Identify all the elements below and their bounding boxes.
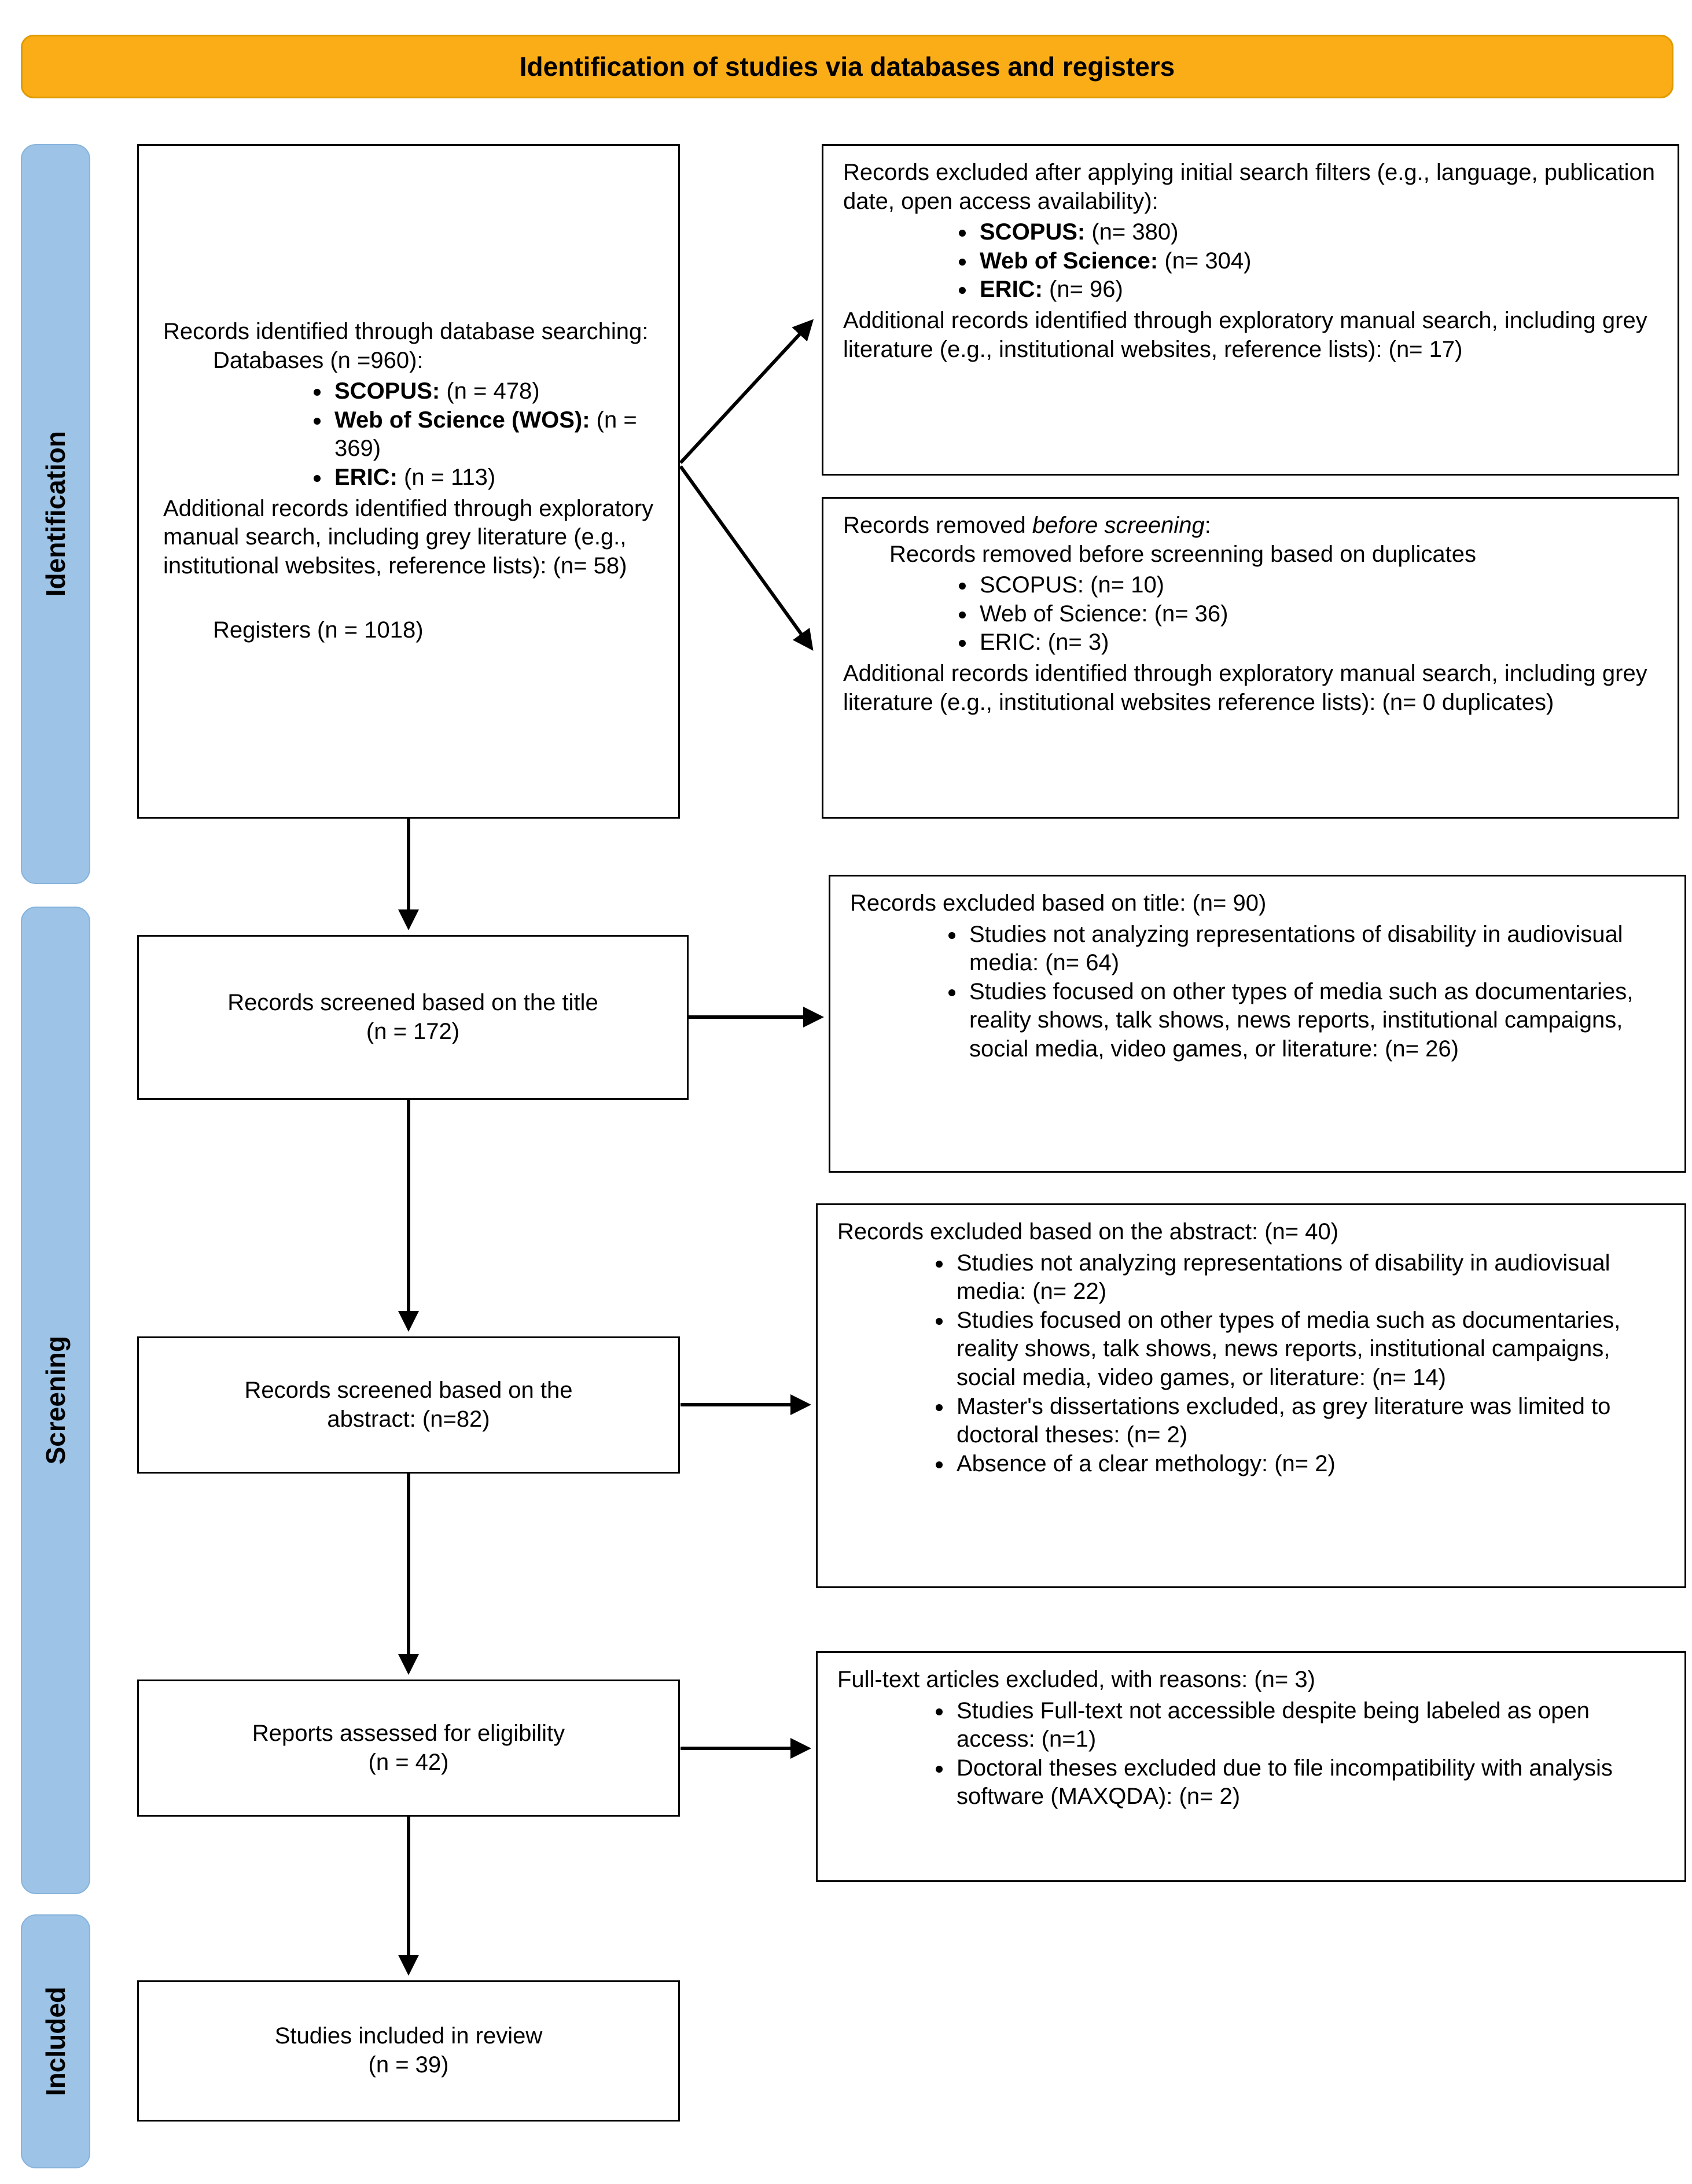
- removed-intro-suffix: :: [1204, 513, 1211, 538]
- db-name: ERIC:: [334, 465, 398, 490]
- removed-intro-italic: before screening: [1032, 513, 1205, 538]
- db-name: SCOPUS:: [334, 378, 440, 404]
- eligibility-line1: Reports assessed for eligibility: [252, 1720, 565, 1746]
- reports-assessed-box: [137, 1680, 680, 1817]
- screened-abstract-count: abstract: (n=82): [327, 1406, 490, 1432]
- screened-title-line1: Records screened based on the title: [227, 989, 598, 1015]
- stage-screening: [21, 907, 90, 1894]
- db-name: Web of Science:: [980, 248, 1158, 274]
- excluded-by-abstract-box: [816, 1203, 1686, 1588]
- list-item: [331, 377, 654, 406]
- excluded-filters-intro: Records excluded after applying initial search filters (e.g., language, publication date, open access availability):: [843, 160, 1656, 214]
- eligibility-count: (n = 42): [368, 1749, 449, 1775]
- db-name: Web of Science (WOS):: [334, 407, 590, 433]
- db-count: (n = 478): [440, 378, 540, 404]
- removed-additional: Additional records identified through exploratory manual search, including grey literature (e.g., institutional websites reference lists): (n= 0 duplicates): [843, 660, 1647, 715]
- studies-included-box: [137, 1980, 680, 2122]
- db-count: (n= 380): [1085, 219, 1179, 245]
- included-line1: Studies included in review: [274, 2023, 543, 2049]
- records-screened-title-box: [137, 935, 689, 1100]
- fulltext-excluded-box: [816, 1651, 1686, 1882]
- excluded-abstract-list: [895, 1249, 1665, 1479]
- stage-identification-label: Identification: [41, 431, 71, 597]
- db-count: (n = 369): [334, 407, 637, 462]
- additional-records-text: Additional records identified through exploratory manual search, including grey literature (e.g., institutional websites, reference lists): (n= 58): [163, 495, 654, 579]
- stage-included: [21, 1914, 90, 2168]
- list-item: • Absence of a clear methology: (n= 2): [953, 1450, 1665, 1479]
- excluded-filters-additional: Additional records identified through exploratory manual search, including grey literature (e.g., institutional websites, reference lists): (n= 17): [843, 307, 1647, 362]
- banner: [21, 35, 1673, 98]
- excluded-abstract-intro: Records excluded based on the abstract: (n= 40): [837, 1219, 1339, 1244]
- list-item: • Web of Science: (n= 36): [976, 600, 1658, 629]
- removed-intro: [843, 511, 1658, 540]
- list-item: • Studies Full-text not accessible despite being labeled as open access: (n=1): [953, 1697, 1665, 1754]
- records-identified-box: [137, 144, 680, 819]
- excluded-title-intro: Records excluded based on title: (n= 90): [850, 890, 1267, 916]
- list-item: [976, 247, 1658, 276]
- removed-intro-prefix: Records removed: [843, 513, 1032, 538]
- fulltext-excluded-list: [895, 1697, 1665, 1811]
- databases-count: Databases (n =960):: [213, 347, 424, 373]
- databases-list: [267, 377, 654, 492]
- list-item: • Studies focused on other types of media such as documentaries, reality shows, talk shows, news reports, institutional campaigns, social media, video games, or literature: (n= 26): [966, 978, 1665, 1064]
- db-name: ERIC:: [980, 277, 1043, 303]
- list-item: • Doctoral theses excluded due to file incompatibility with analysis software (MAXQDA): (n= 2): [953, 1754, 1665, 1811]
- banner-title: Identification of studies via databases and registers: [519, 51, 1175, 82]
- list-item: [331, 406, 654, 463]
- db-count: (n = 113): [397, 465, 496, 490]
- included-count: (n = 39): [368, 2052, 449, 2078]
- arrow-identified-to-filter-excluded: [681, 322, 811, 463]
- screened-title-count: (n = 172): [366, 1018, 460, 1044]
- stage-included-label: Included: [41, 1986, 71, 2097]
- list-item: • SCOPUS: (n= 10): [976, 571, 1658, 600]
- removed-duplicates-list: [918, 571, 1658, 657]
- screened-abstract-line1: Records screened based on the: [244, 1377, 573, 1403]
- list-item: • Studies not analyzing representations of disability in audiovisual media: (n= 64): [966, 920, 1665, 978]
- list-item: [331, 463, 654, 492]
- list-item: [976, 275, 1658, 304]
- list-item: • Master's dissertations excluded, as grey literature was limited to doctoral theses: (n= 2): [953, 1393, 1665, 1450]
- stage-identification: [21, 144, 90, 884]
- arrow-identified-to-removed-duplicates: [681, 466, 811, 648]
- db-count: (n= 304): [1158, 248, 1252, 274]
- db-count: (n= 96): [1042, 277, 1123, 303]
- stage-screening-label: Screening: [41, 1336, 71, 1465]
- records-screened-abstract-box: [137, 1336, 680, 1474]
- registers-count: Registers (n = 1018): [213, 617, 424, 643]
- removed-before-screening-box: [822, 497, 1679, 819]
- excluded-title-list: [908, 920, 1665, 1064]
- excluded-by-title-box: [829, 875, 1686, 1173]
- fulltext-excluded-intro: Full-text articles excluded, with reasons: (n= 3): [837, 1667, 1315, 1692]
- removed-duplicates-subline: Records removed before screenning based on duplicates: [889, 541, 1476, 567]
- excluded-filters-list: [918, 218, 1658, 304]
- list-item: [976, 218, 1658, 247]
- list-item: • Studies focused on other types of media such as documentaries, reality shows, talk shows, news reports, institutional campaigns, social media, video games, or literature: (n= 14): [953, 1306, 1665, 1393]
- excluded-search-filters-box: [822, 144, 1679, 476]
- list-item: • ERIC: (n= 3): [976, 628, 1658, 657]
- records-identified-intro: Records identified through database searching:: [163, 319, 649, 345]
- list-item: • Studies not analyzing representations of disability in audiovisual media: (n= 22): [953, 1249, 1665, 1306]
- db-name: SCOPUS:: [980, 219, 1086, 245]
